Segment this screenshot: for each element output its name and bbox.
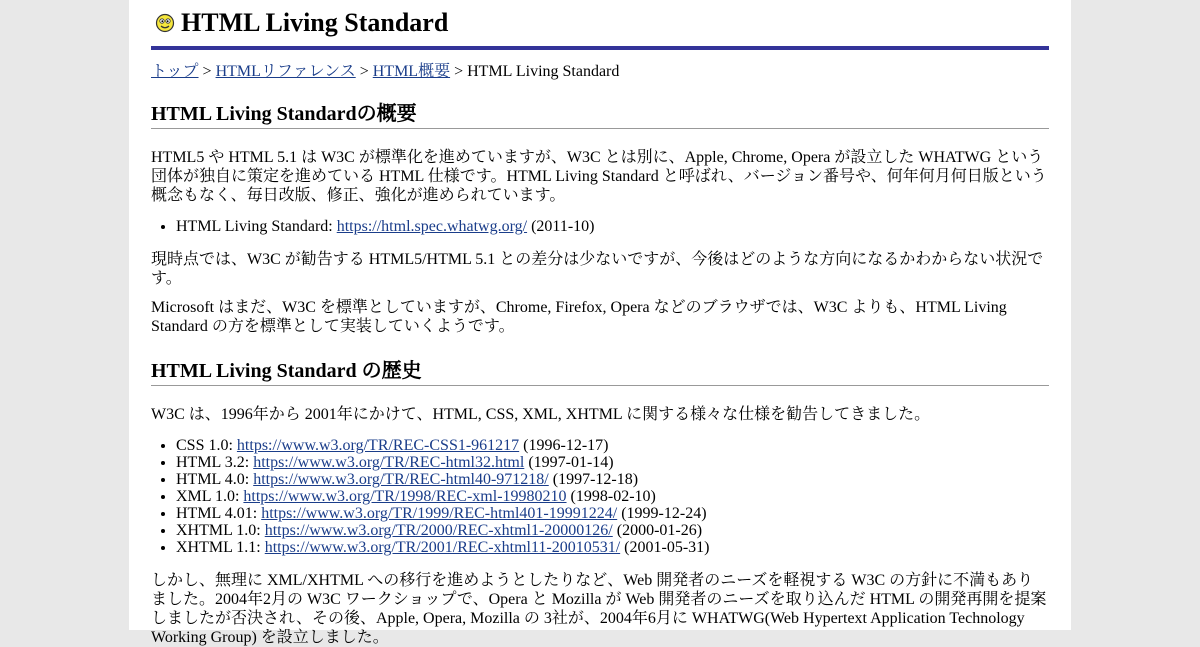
browser-paragraph: Microsoft はまだ、W3C を標準としていますが、Chrome, Firefox, Opera などのブラウザでは、W3C よりも、HTML Living Standard の方を標準として実装していくようです。 (151, 299, 1007, 335)
spec-link[interactable]: https://www.w3.org/TR/REC-CSS1-961217 (236, 437, 520, 454)
status-paragraph: 現時点では、W3C が勧告する HTML5/HTML 5.1 との差分は少ないですが、今後はどのような方向になるかわからない状況です。 (151, 251, 1044, 287)
section-heading-history: HTML Living Standard の歴史 (151, 359, 1049, 386)
list-item-date: (1998-02-10) (570, 488, 656, 505)
spec-link[interactable]: https://www.w3.org/TR/1999/REC-html401-19991224/ (261, 505, 618, 522)
content (151, 0, 1049, 647)
breadcrumb (151, 58, 1049, 78)
list-item (176, 218, 1049, 235)
spec-link[interactable]: https://www.w3.org/TR/REC-html32.html (253, 454, 525, 471)
section-heading-overview: HTML Living Standardの概要 (151, 102, 1049, 129)
list-item-date: (1997-12-18) (552, 471, 639, 488)
breadcrumb-separator: > (454, 63, 464, 80)
list-item-date: (2011-10) (531, 218, 595, 235)
history-paragraph: W3C は、1996年から 2001年にかけて、HTML, CSS, XML, XHTML に関する様々な仕様を勧告してきました。 (151, 406, 931, 423)
spec-link[interactable]: https://www.w3.org/TR/1998/REC-xml-19980210 (243, 488, 567, 505)
list-item-label: CSS 1.0: (176, 437, 233, 454)
list-item-label: HTML Living Standard: (176, 218, 333, 235)
header (151, 0, 1049, 50)
list-item-label: XML 1.0: (176, 488, 240, 505)
list-item-label: HTML 4.01: (176, 505, 258, 522)
list-item (176, 505, 1049, 522)
breadcrumb-separator: > (202, 63, 212, 80)
list-item (176, 539, 1049, 556)
spec-link-list (151, 437, 1049, 556)
page (129, 0, 1071, 646)
list-item-label: XHTML 1.0: (176, 522, 261, 539)
list-item-date: (2000-01-26) (616, 522, 703, 539)
list-item-label: HTML 4.0: (176, 471, 250, 488)
overview-paragraph: HTML5 や HTML 5.1 は W3C が標準化を進めていますが、W3C とは別に、Apple, Chrome, Opera が設立した WHATWG という団体が独自に策定を進めている HTML 仕様です。HTML Living Standard と呼ばれ、バージョン番号や、何年何月何日版という概念もなく、毎日改版、修正、強化が進められています。 (151, 149, 1047, 204)
breadcrumb-current: HTML Living Standard (467, 63, 620, 80)
list-item (176, 471, 1049, 488)
list-item (176, 488, 1049, 505)
breadcrumb-separator: > (359, 63, 369, 80)
list-item-date: (1996-12-17) (523, 437, 609, 454)
spec-link[interactable]: https://www.w3.org/TR/2000/REC-xhtml1-20000126/ (264, 522, 613, 539)
list-item-date: (1997-01-14) (528, 454, 614, 471)
whatwg-founding-paragraph: しかし、無理に XML/XHTML への移行を進めようとしたりなど、Web 開発者のニーズを軽視する W3C の方針に不満もありました。2004年2月の W3C ワークショップで、Opera と Mozilla が Web 開発者のニーズを取り込んだ HTML の開発再開を提案しましたが否決され、その後、Apple, Opera, Mozilla の 3社が、2004年6月に WHATWG(Web Hypertext Application Technology Working Group) を設立しました。 (151, 572, 1047, 646)
breadcrumb-link-html-reference[interactable]: HTMLリファレンス (215, 63, 356, 80)
smiley-face-icon (155, 13, 175, 33)
page-title: HTML Living Standard (181, 8, 449, 37)
list-item-date: (1999-12-24) (621, 505, 707, 522)
list-item-label: XHTML 1.1: (176, 539, 261, 556)
spec-link[interactable]: https://www.w3.org/TR/REC-html40-971218/ (253, 471, 549, 488)
whatwg-spec-link[interactable]: https://html.spec.whatwg.org/ (336, 218, 528, 235)
breadcrumb-link-top[interactable]: トップ (151, 63, 199, 80)
list-item (176, 437, 1049, 454)
spec-link[interactable]: https://www.w3.org/TR/2001/REC-xhtml11-20010531/ (264, 539, 621, 556)
list-item-date: (2001-05-31) (624, 539, 710, 556)
overview-link-list (151, 218, 1049, 235)
breadcrumb-link-html-overview[interactable]: HTML概要 (372, 63, 451, 80)
list-item (176, 522, 1049, 539)
list-item (176, 454, 1049, 471)
list-item-label: HTML 3.2: (176, 454, 250, 471)
